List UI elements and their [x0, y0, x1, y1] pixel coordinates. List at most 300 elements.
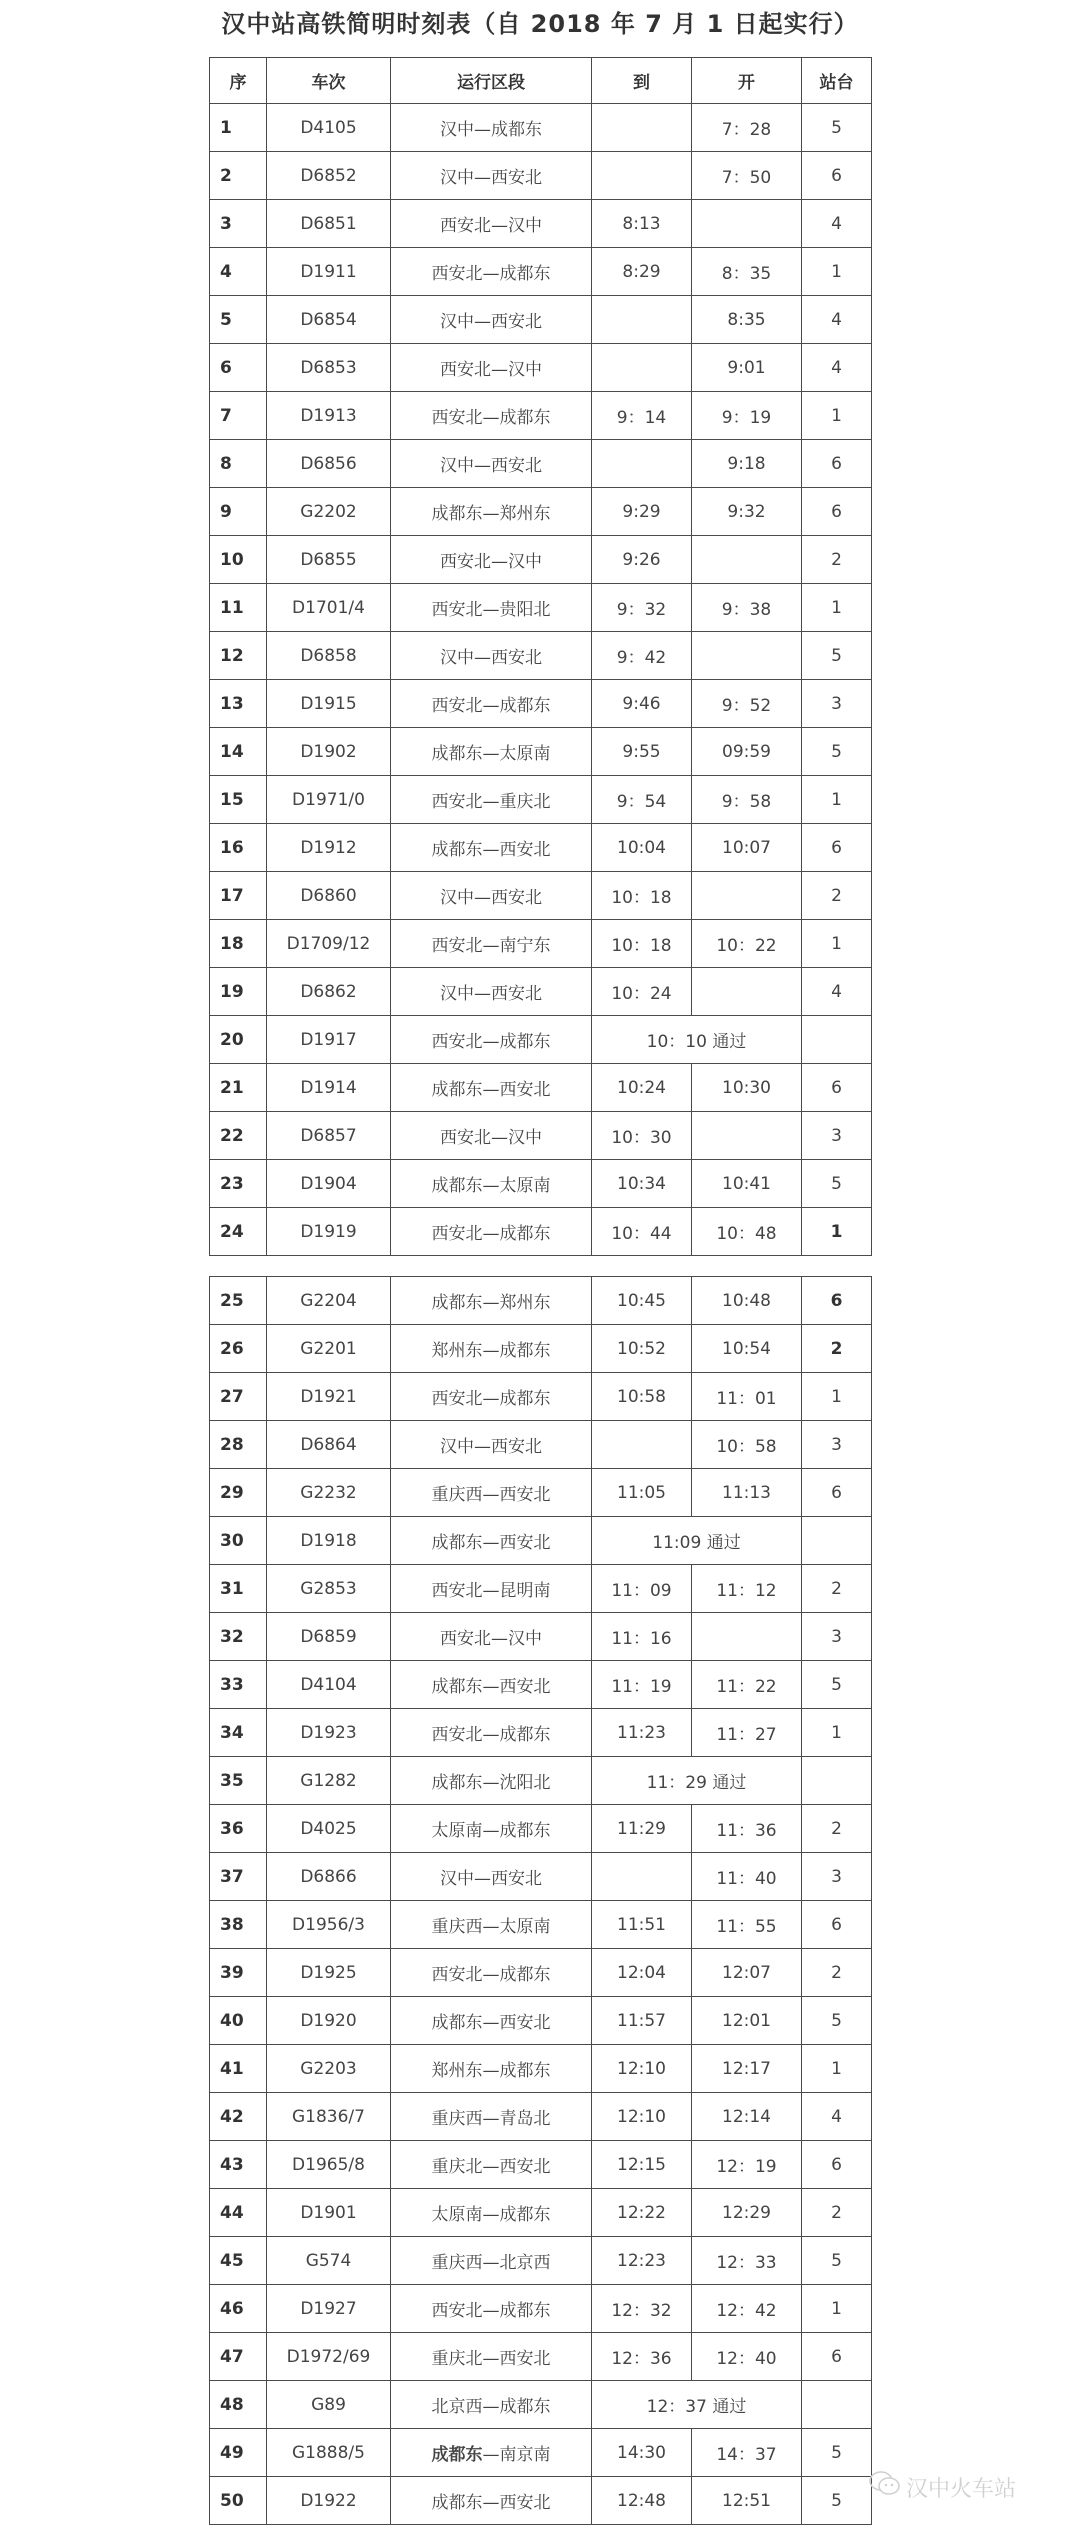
cell-route: 成都东—郑州东 — [391, 488, 592, 536]
cell-arrive: 12：36 — [592, 2333, 692, 2381]
table-row — [210, 1160, 872, 1208]
cell-seq: 43 — [210, 2141, 267, 2189]
cell-platform: 4 — [802, 2093, 872, 2141]
cell-platform: 5 — [802, 2237, 872, 2285]
cell-route: 西安北—成都东 — [391, 680, 592, 728]
cell-seq: 19 — [210, 968, 267, 1016]
cell-route: 重庆西—太原南 — [391, 1901, 592, 1949]
cell-route: 成都东—南京南 — [391, 2429, 592, 2477]
cell-train: D1925 — [267, 1949, 391, 1997]
table-row — [210, 1277, 872, 1325]
cell-arrive: 11：16 — [592, 1613, 692, 1661]
cell-platform: 6 — [802, 152, 872, 200]
cell-train: D1920 — [267, 1997, 391, 2045]
cell-depart: 9：38 — [692, 584, 802, 632]
cell-seq: 29 — [210, 1469, 267, 1517]
cell-depart: 10：58 — [692, 1421, 802, 1469]
cell-depart — [692, 1112, 802, 1160]
table-row — [210, 2285, 872, 2333]
cell-seq: 18 — [210, 920, 267, 968]
table-row — [210, 1469, 872, 1517]
cell-seq: 11 — [210, 584, 267, 632]
cell-arrive: 11:23 — [592, 1709, 692, 1757]
cell-arrive: 9:55 — [592, 728, 692, 776]
cell-seq: 44 — [210, 2189, 267, 2237]
cell-depart: 8:35 — [692, 296, 802, 344]
cell-depart: 9：19 — [692, 392, 802, 440]
watermark — [868, 2470, 1016, 2504]
cell-seq: 25 — [210, 1277, 267, 1325]
cell-depart: 12:01 — [692, 1997, 802, 2045]
cell-platform: 5 — [802, 1661, 872, 1709]
table-row — [210, 2093, 872, 2141]
cell-depart: 12:51 — [692, 2477, 802, 2525]
cell-seq: 13 — [210, 680, 267, 728]
cell-arrive: 10：30 — [592, 1112, 692, 1160]
cell-depart: 10:41 — [692, 1160, 802, 1208]
cell-seq: 23 — [210, 1160, 267, 1208]
cell-arrive: 9：14 — [592, 392, 692, 440]
cell-route: 汉中—西安北 — [391, 152, 592, 200]
header-train: 车次 — [267, 58, 391, 104]
table-row — [210, 680, 872, 728]
cell-arrive — [592, 1853, 692, 1901]
cell-arrive: 12:15 — [592, 2141, 692, 2189]
cell-platform: 1 — [802, 2045, 872, 2093]
cell-depart: 10:07 — [692, 824, 802, 872]
cell-platform: 5 — [802, 2429, 872, 2477]
cell-platform: 1 — [802, 920, 872, 968]
cell-arrive: 10:58 — [592, 1373, 692, 1421]
table-row — [210, 1757, 872, 1805]
header-depart: 开 — [692, 58, 802, 104]
cell-platform: 5 — [802, 632, 872, 680]
cell-route: 重庆北—西安北 — [391, 2333, 592, 2381]
table-row — [210, 1709, 872, 1757]
cell-train: D1956/3 — [267, 1901, 391, 1949]
cell-route: 重庆西—青岛北 — [391, 2093, 592, 2141]
cell-route: 郑州东—成都东 — [391, 2045, 592, 2093]
cell-route: 成都东—沈阳北 — [391, 1757, 592, 1805]
cell-depart — [692, 1613, 802, 1661]
cell-route: 汉中—西安北 — [391, 872, 592, 920]
cell-train: D6853 — [267, 344, 391, 392]
cell-platform: 6 — [802, 824, 872, 872]
cell-arrive: 12：32 — [592, 2285, 692, 2333]
cell-seq: 40 — [210, 1997, 267, 2045]
cell-depart: 9:32 — [692, 488, 802, 536]
cell-seq: 27 — [210, 1373, 267, 1421]
cell-train: D1922 — [267, 2477, 391, 2525]
cell-route: 西安北—昆明南 — [391, 1565, 592, 1613]
cell-train: D6866 — [267, 1853, 391, 1901]
table-row — [210, 1373, 872, 1421]
cell-train: D1709/12 — [267, 920, 391, 968]
cell-platform: 5 — [802, 1997, 872, 2045]
cell-route: 西安北—成都东 — [391, 1016, 592, 1064]
cell-route: 成都东—太原南 — [391, 1160, 592, 1208]
cell-arrive: 9:26 — [592, 536, 692, 584]
table-row — [210, 1112, 872, 1160]
cell-route: 成都东—西安北 — [391, 1517, 592, 1565]
cell-arrive: 14:30 — [592, 2429, 692, 2477]
cell-seq: 49 — [210, 2429, 267, 2477]
cell-arrive: 9:29 — [592, 488, 692, 536]
cell-platform: 1 — [802, 1709, 872, 1757]
cell-pass-through: 11:09 通过 — [592, 1517, 802, 1565]
table-row — [210, 1661, 872, 1709]
table-row — [210, 392, 872, 440]
cell-depart: 9：52 — [692, 680, 802, 728]
table-row — [210, 1517, 872, 1565]
cell-depart: 11：36 — [692, 1805, 802, 1853]
cell-arrive: 12:22 — [592, 2189, 692, 2237]
cell-seq: 47 — [210, 2333, 267, 2381]
cell-seq: 30 — [210, 1517, 267, 1565]
cell-route: 西安北—汉中 — [391, 200, 592, 248]
cell-train: D6862 — [267, 968, 391, 1016]
cell-route: 西安北—成都东 — [391, 1208, 592, 1256]
cell-route: 重庆西—西安北 — [391, 1469, 592, 1517]
cell-platform: 1 — [802, 1208, 872, 1256]
cell-arrive: 9：42 — [592, 632, 692, 680]
table-row — [210, 440, 872, 488]
table-row — [210, 2141, 872, 2189]
cell-depart: 9:18 — [692, 440, 802, 488]
cell-platform: 5 — [802, 2477, 872, 2525]
cell-arrive: 12:10 — [592, 2093, 692, 2141]
table-row — [210, 1421, 872, 1469]
header-platform: 站台 — [802, 58, 872, 104]
cell-arrive: 10:34 — [592, 1160, 692, 1208]
cell-train: D1913 — [267, 392, 391, 440]
cell-train: D1914 — [267, 1064, 391, 1112]
timetable-part-2 — [209, 1276, 872, 2525]
cell-arrive: 11：09 — [592, 1565, 692, 1613]
table-row — [210, 1901, 872, 1949]
cell-train: D4105 — [267, 104, 391, 152]
cell-route: 太原南—成都东 — [391, 2189, 592, 2237]
cell-platform: 6 — [802, 440, 872, 488]
cell-platform: 1 — [802, 584, 872, 632]
cell-seq: 42 — [210, 2093, 267, 2141]
cell-seq: 22 — [210, 1112, 267, 1160]
table-row — [210, 2477, 872, 2525]
table-row — [210, 2333, 872, 2381]
cell-depart: 11：22 — [692, 1661, 802, 1709]
cell-depart: 12：42 — [692, 2285, 802, 2333]
cell-depart: 11：01 — [692, 1373, 802, 1421]
table-row — [210, 1997, 872, 2045]
cell-train: G1282 — [267, 1757, 391, 1805]
cell-arrive: 9：54 — [592, 776, 692, 824]
cell-depart — [692, 200, 802, 248]
cell-seq: 16 — [210, 824, 267, 872]
cell-train: D1927 — [267, 2285, 391, 2333]
cell-route: 成都东—西安北 — [391, 2477, 592, 2525]
cell-seq: 9 — [210, 488, 267, 536]
cell-train: G2232 — [267, 1469, 391, 1517]
cell-depart: 10:30 — [692, 1064, 802, 1112]
cell-route: 西安北—汉中 — [391, 344, 592, 392]
table-row — [210, 776, 872, 824]
table-row — [210, 1805, 872, 1853]
cell-train: D1918 — [267, 1517, 391, 1565]
cell-route: 西安北—重庆北 — [391, 776, 592, 824]
cell-route: 西安北—汉中 — [391, 536, 592, 584]
cell-route: 成都东—西安北 — [391, 1997, 592, 2045]
cell-train: D6858 — [267, 632, 391, 680]
cell-seq: 10 — [210, 536, 267, 584]
cell-pass-through: 11：29 通过 — [592, 1757, 802, 1805]
cell-platform: 6 — [802, 2141, 872, 2189]
timetable-part-1 — [209, 57, 872, 1256]
cell-seq: 33 — [210, 1661, 267, 1709]
page-title: 汉中站高铁简明时刻表（自 2018 年 7 月 1 日起实行） — [221, 10, 859, 38]
cell-arrive: 12:04 — [592, 1949, 692, 1997]
cell-train: G574 — [267, 2237, 391, 2285]
cell-platform: 2 — [802, 536, 872, 584]
cell-route: 成都东—西安北 — [391, 824, 592, 872]
cell-train: D1911 — [267, 248, 391, 296]
cell-depart: 11：55 — [692, 1901, 802, 1949]
cell-train: D6857 — [267, 1112, 391, 1160]
cell-arrive: 11：19 — [592, 1661, 692, 1709]
cell-seq: 36 — [210, 1805, 267, 1853]
cell-depart: 12：19 — [692, 2141, 802, 2189]
cell-train: G2203 — [267, 2045, 391, 2093]
cell-seq: 26 — [210, 1325, 267, 1373]
cell-route: 西安北—南宁东 — [391, 920, 592, 968]
cell-route: 西安北—成都东 — [391, 1709, 592, 1757]
cell-train: D1971/0 — [267, 776, 391, 824]
table-row — [210, 1016, 872, 1064]
cell-seq: 35 — [210, 1757, 267, 1805]
cell-depart: 12：40 — [692, 2333, 802, 2381]
cell-train: D6854 — [267, 296, 391, 344]
cell-route: 重庆西—北京西 — [391, 2237, 592, 2285]
cell-train: D1701/4 — [267, 584, 391, 632]
cell-train: D1904 — [267, 1160, 391, 1208]
table-row — [210, 2381, 872, 2429]
cell-platform: 3 — [802, 1613, 872, 1661]
cell-train: D6864 — [267, 1421, 391, 1469]
cell-train: D6851 — [267, 200, 391, 248]
cell-seq: 32 — [210, 1613, 267, 1661]
cell-seq: 3 — [210, 200, 267, 248]
cell-depart: 12:07 — [692, 1949, 802, 1997]
table-row — [210, 344, 872, 392]
cell-depart: 10:48 — [692, 1277, 802, 1325]
cell-depart: 10：48 — [692, 1208, 802, 1256]
cell-seq: 6 — [210, 344, 267, 392]
cell-depart: 09:59 — [692, 728, 802, 776]
cell-pass-through: 12：37 通过 — [592, 2381, 802, 2429]
cell-route: 西安北—成都东 — [391, 248, 592, 296]
cell-train: G1888/5 — [267, 2429, 391, 2477]
cell-train: D6856 — [267, 440, 391, 488]
cell-depart: 11：40 — [692, 1853, 802, 1901]
table-row — [210, 2045, 872, 2093]
cell-platform: 2 — [802, 1565, 872, 1613]
cell-train: G1836/7 — [267, 2093, 391, 2141]
cell-platform: 5 — [802, 104, 872, 152]
cell-platform — [802, 1517, 872, 1565]
cell-depart: 7：50 — [692, 152, 802, 200]
cell-seq: 45 — [210, 2237, 267, 2285]
cell-depart: 9:01 — [692, 344, 802, 392]
wechat-icon — [868, 2470, 906, 2504]
cell-route: 汉中—成都东 — [391, 104, 592, 152]
cell-platform: 4 — [802, 200, 872, 248]
cell-seq: 4 — [210, 248, 267, 296]
cell-route: 重庆北—西安北 — [391, 2141, 592, 2189]
cell-route: 西安北—成都东 — [391, 1949, 592, 1997]
cell-platform: 1 — [802, 776, 872, 824]
cell-depart — [692, 872, 802, 920]
table-row — [210, 1325, 872, 1373]
cell-train: D6859 — [267, 1613, 391, 1661]
cell-depart: 12:14 — [692, 2093, 802, 2141]
cell-platform: 6 — [802, 1469, 872, 1517]
cell-pass-through: 10：10 通过 — [592, 1016, 802, 1064]
cell-arrive: 8:29 — [592, 248, 692, 296]
cell-seq: 38 — [210, 1901, 267, 1949]
cell-train: D6860 — [267, 872, 391, 920]
cell-route: 汉中—西安北 — [391, 440, 592, 488]
cell-depart: 12:17 — [692, 2045, 802, 2093]
cell-arrive: 9：32 — [592, 584, 692, 632]
cell-arrive: 10：18 — [592, 872, 692, 920]
cell-route: 成都东—太原南 — [391, 728, 592, 776]
cell-platform: 3 — [802, 1853, 872, 1901]
cell-seq: 24 — [210, 1208, 267, 1256]
cell-seq: 2 — [210, 152, 267, 200]
cell-arrive: 12:10 — [592, 2045, 692, 2093]
cell-arrive — [592, 152, 692, 200]
cell-arrive — [592, 104, 692, 152]
cell-train: D1915 — [267, 680, 391, 728]
header-route: 运行区段 — [391, 58, 592, 104]
cell-seq: 21 — [210, 1064, 267, 1112]
cell-seq: 39 — [210, 1949, 267, 1997]
cell-depart: 12:29 — [692, 2189, 802, 2237]
cell-arrive: 10:45 — [592, 1277, 692, 1325]
cell-platform: 5 — [802, 728, 872, 776]
cell-route: 西安北—汉中 — [391, 1112, 592, 1160]
route-bold-segment: 成都东 — [431, 2445, 483, 2465]
cell-arrive: 10：18 — [592, 920, 692, 968]
cell-route: 汉中—西安北 — [391, 296, 592, 344]
cell-seq: 50 — [210, 2477, 267, 2525]
cell-arrive — [592, 440, 692, 488]
cell-arrive: 12:23 — [592, 2237, 692, 2285]
cell-arrive: 9:46 — [592, 680, 692, 728]
cell-route: 北京西—成都东 — [391, 2381, 592, 2429]
cell-depart: 10:54 — [692, 1325, 802, 1373]
table-row — [210, 104, 872, 152]
cell-seq: 7 — [210, 392, 267, 440]
cell-train: D1923 — [267, 1709, 391, 1757]
table-row — [210, 1064, 872, 1112]
cell-train: G89 — [267, 2381, 391, 2429]
cell-arrive: 11:51 — [592, 1901, 692, 1949]
cell-train: D6855 — [267, 536, 391, 584]
cell-train: D1972/69 — [267, 2333, 391, 2381]
cell-train: D1919 — [267, 1208, 391, 1256]
cell-arrive: 11:29 — [592, 1805, 692, 1853]
header-arrive: 到 — [592, 58, 692, 104]
cell-arrive — [592, 344, 692, 392]
cell-platform: 6 — [802, 488, 872, 536]
cell-platform: 1 — [802, 2285, 872, 2333]
table-row — [210, 2429, 872, 2477]
cell-train: D1912 — [267, 824, 391, 872]
cell-depart: 9：58 — [692, 776, 802, 824]
cell-arrive: 10:52 — [592, 1325, 692, 1373]
table-header-row — [210, 58, 872, 104]
cell-train: G2201 — [267, 1325, 391, 1373]
cell-platform: 2 — [802, 1325, 872, 1373]
cell-depart: 7：28 — [692, 104, 802, 152]
table-row — [210, 632, 872, 680]
cell-arrive: 10:04 — [592, 824, 692, 872]
header-seq: 序 — [210, 58, 267, 104]
cell-route: 成都东—西安北 — [391, 1064, 592, 1112]
cell-depart: 11：12 — [692, 1565, 802, 1613]
table-row — [210, 1208, 872, 1256]
cell-depart: 14：37 — [692, 2429, 802, 2477]
cell-train: D4104 — [267, 1661, 391, 1709]
cell-seq: 20 — [210, 1016, 267, 1064]
cell-depart: 8：35 — [692, 248, 802, 296]
cell-train: D1917 — [267, 1016, 391, 1064]
table-row — [210, 920, 872, 968]
cell-seq: 34 — [210, 1709, 267, 1757]
cell-seq: 12 — [210, 632, 267, 680]
cell-arrive — [592, 296, 692, 344]
cell-seq: 28 — [210, 1421, 267, 1469]
cell-platform: 5 — [802, 1160, 872, 1208]
cell-arrive: 12:48 — [592, 2477, 692, 2525]
cell-train: D1902 — [267, 728, 391, 776]
cell-arrive — [592, 1421, 692, 1469]
cell-route: 汉中—西安北 — [391, 1421, 592, 1469]
cell-route: 西安北—成都东 — [391, 392, 592, 440]
cell-platform: 6 — [802, 1277, 872, 1325]
cell-platform — [802, 1016, 872, 1064]
cell-arrive: 11:57 — [592, 1997, 692, 2045]
cell-train: G2202 — [267, 488, 391, 536]
table-row — [210, 584, 872, 632]
cell-seq: 37 — [210, 1853, 267, 1901]
cell-train: D1921 — [267, 1373, 391, 1421]
cell-train: D1965/8 — [267, 2141, 391, 2189]
cell-seq: 31 — [210, 1565, 267, 1613]
cell-arrive: 8:13 — [592, 200, 692, 248]
cell-route: 太原南—成都东 — [391, 1805, 592, 1853]
cell-route: 西安北—成都东 — [391, 2285, 592, 2333]
cell-platform: 2 — [802, 1949, 872, 1997]
cell-depart: 10：22 — [692, 920, 802, 968]
cell-depart — [692, 536, 802, 584]
table-row — [210, 152, 872, 200]
cell-train: D6852 — [267, 152, 391, 200]
cell-platform: 4 — [802, 968, 872, 1016]
cell-route: 郑州东—成都东 — [391, 1325, 592, 1373]
table-row — [210, 536, 872, 584]
cell-platform: 2 — [802, 2189, 872, 2237]
